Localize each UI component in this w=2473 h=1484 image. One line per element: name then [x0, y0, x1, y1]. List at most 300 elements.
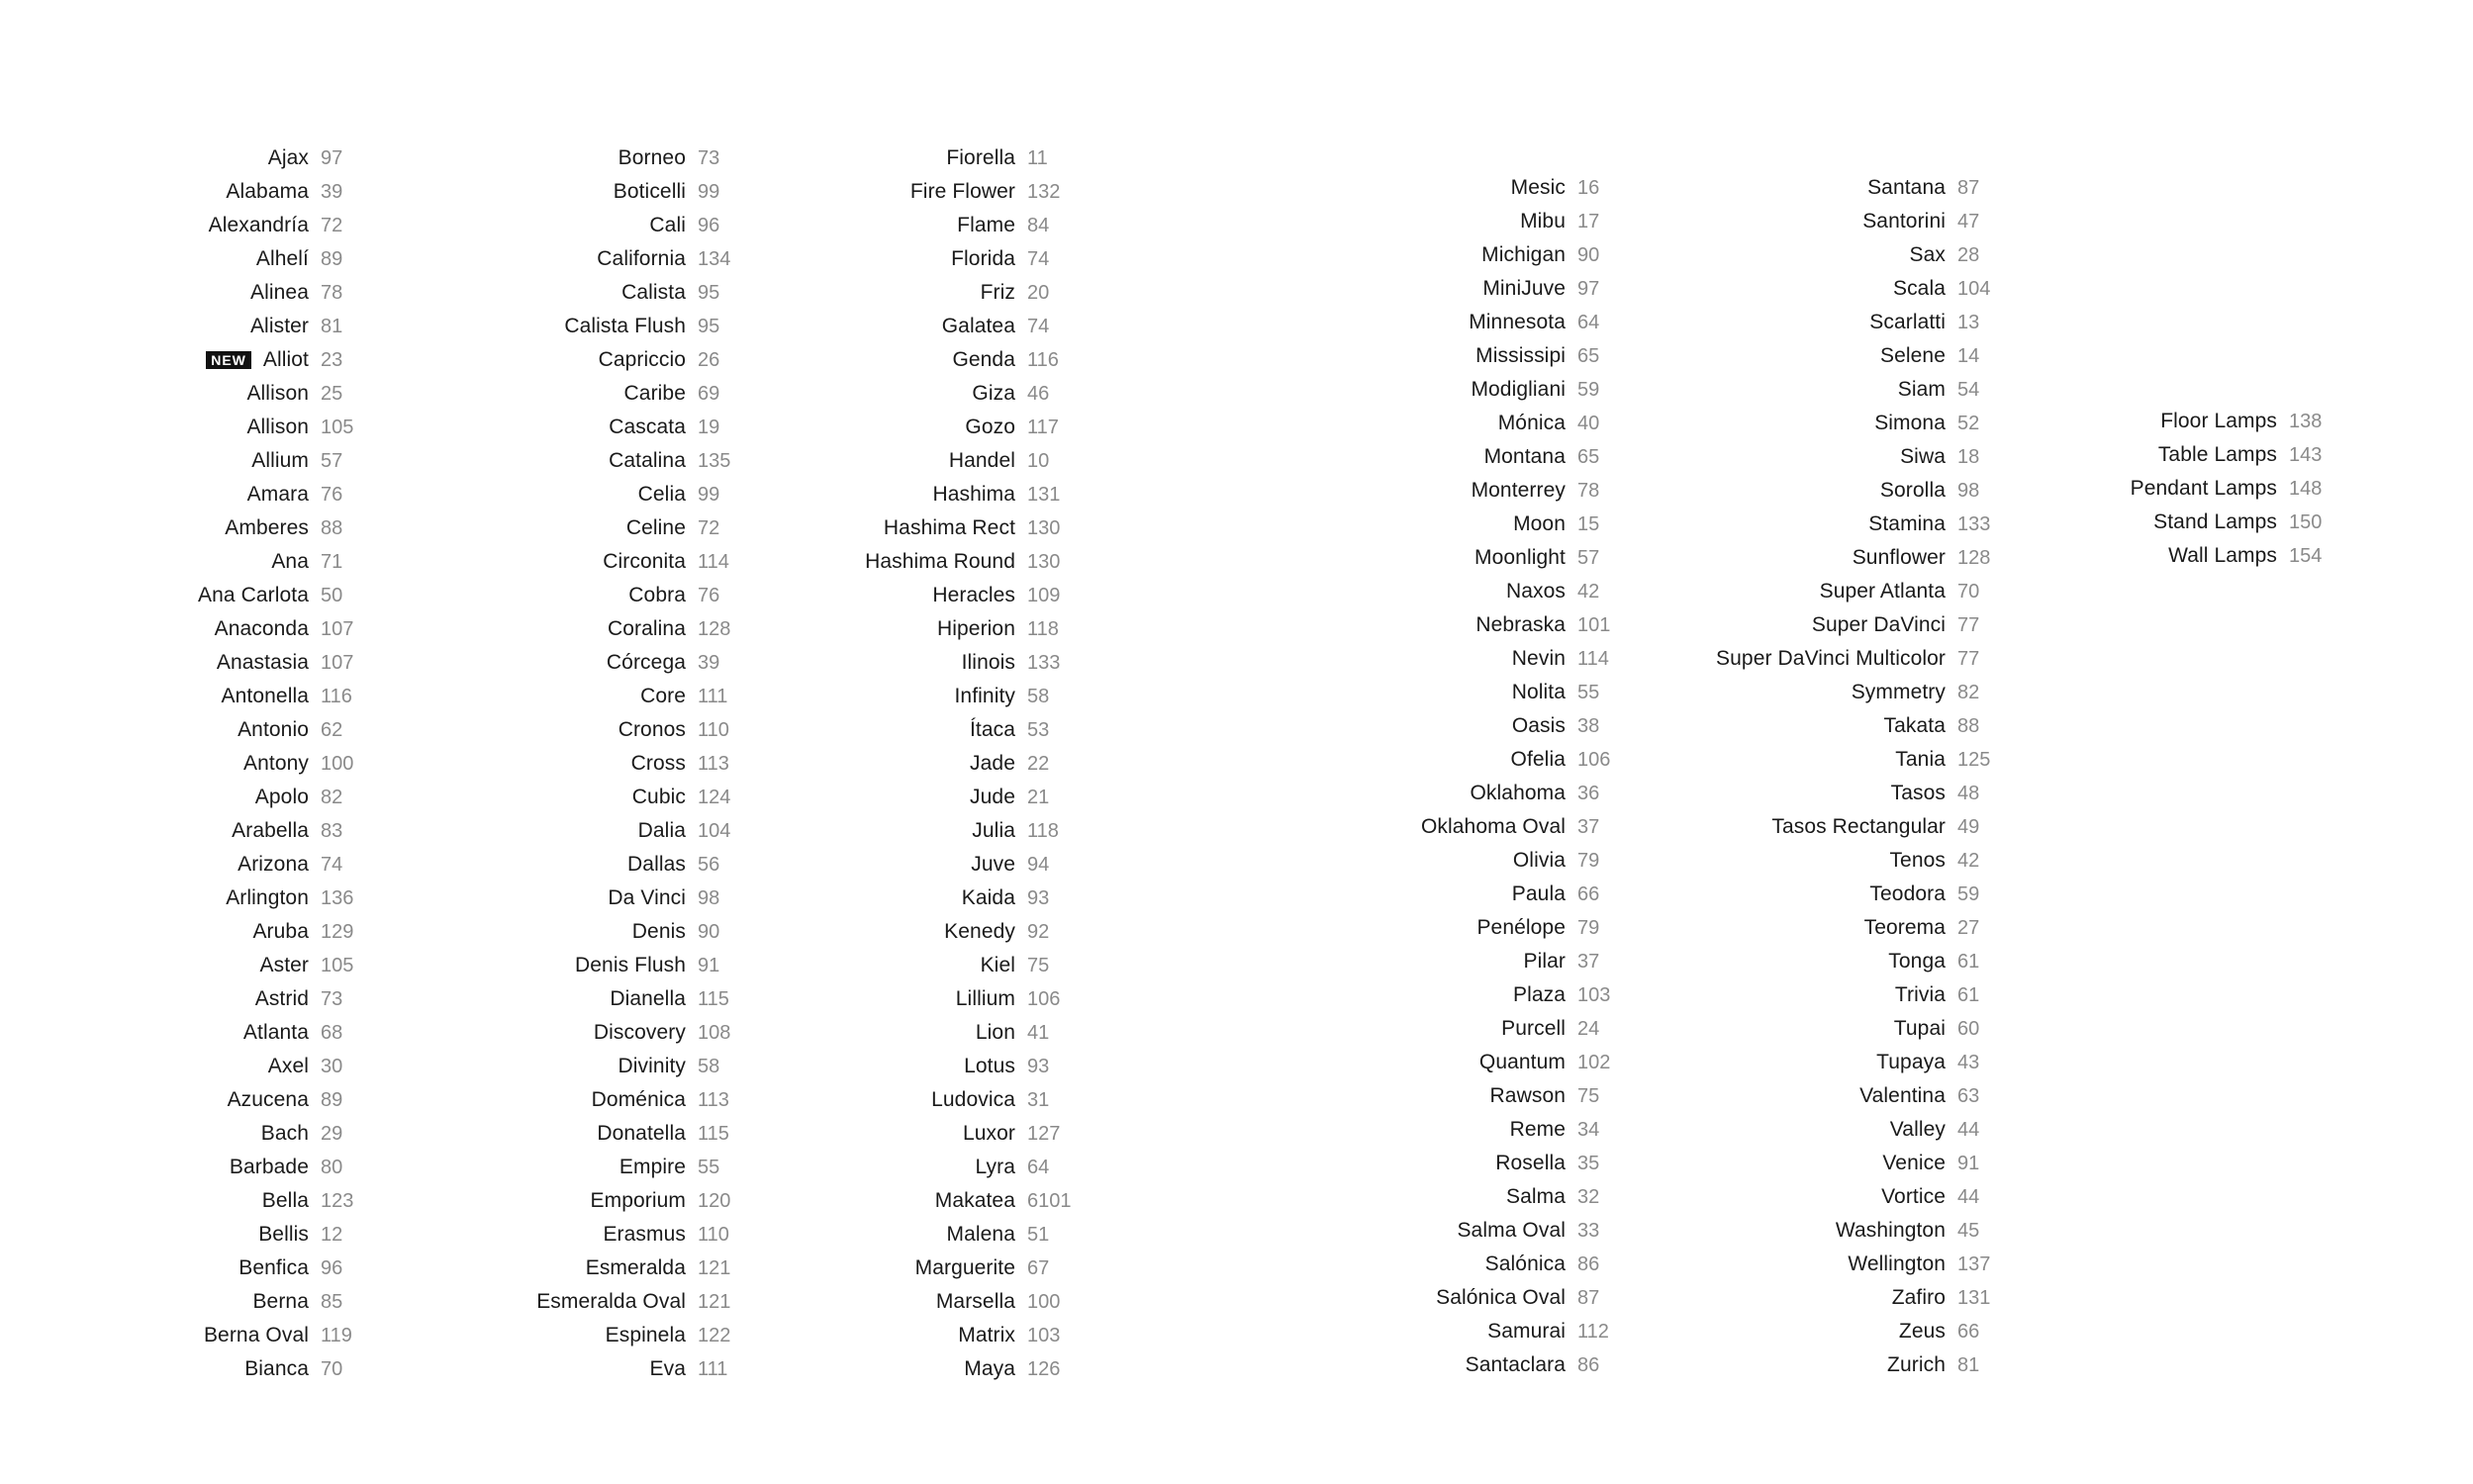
page-number: 118 [1027, 819, 1059, 842]
index-entry [1336, 1281, 1610, 1315]
index-entry [1663, 272, 1990, 306]
page-number: 130 [1027, 550, 1061, 573]
page-number: 90 [1577, 243, 1600, 266]
product-name: Cubic [631, 786, 686, 808]
index-entry [79, 1117, 353, 1151]
product-name: Allium [251, 449, 309, 472]
index-entry [1663, 238, 1990, 272]
page-number: 74 [321, 853, 343, 876]
index-entry [1663, 541, 1990, 575]
page-number: 35 [1577, 1152, 1600, 1174]
page-number: 93 [1027, 1055, 1050, 1077]
index-entry [1336, 1348, 1610, 1382]
product-name: Aster [259, 954, 309, 976]
index-entry [792, 1319, 1072, 1352]
page-number: 44 [1957, 1118, 1980, 1141]
index-entry [79, 478, 353, 511]
product-name: Esmeralda Oval [536, 1290, 686, 1313]
product-name: Aruba [252, 920, 309, 943]
page-number: 82 [321, 786, 343, 808]
product-name: Symmetry [1851, 681, 1946, 703]
product-name [79, 348, 309, 372]
page-number: 57 [321, 449, 343, 472]
index-entry [792, 814, 1072, 848]
index-entry [1336, 709, 1610, 743]
page-number: 87 [1577, 1286, 1600, 1309]
product-name: Quantum [1478, 1051, 1566, 1073]
page-number: 103 [1577, 983, 1611, 1006]
product-name: Alabama [226, 180, 309, 203]
product-name: Córcega [606, 651, 686, 674]
index-entry [792, 713, 1072, 747]
page-number: 121 [698, 1256, 731, 1279]
page-number: 56 [698, 853, 720, 876]
index-entry [416, 1285, 730, 1319]
index-entry [79, 1285, 353, 1319]
page-number: 70 [321, 1357, 343, 1380]
product-name: Pendant Lamps [2130, 477, 2277, 500]
product-name: Gozo [965, 416, 1015, 438]
page-number: 82 [1957, 681, 1980, 703]
index-entry [416, 1184, 730, 1218]
product-name: Anastasia [216, 651, 309, 674]
index-entry [1663, 1248, 1990, 1281]
index-entry [792, 915, 1072, 949]
index-entry [1663, 743, 1990, 777]
index-entry [792, 1083, 1072, 1117]
product-name: Table Lamps [2157, 443, 2277, 466]
index-entry [1663, 1214, 1990, 1248]
index-entry [1663, 878, 1990, 911]
index-entry [1336, 373, 1610, 407]
product-name: Alister [249, 315, 309, 337]
product-name: Naxos [1505, 580, 1566, 603]
page-number: 113 [698, 1088, 729, 1111]
product-name: Sorolla [1879, 479, 1946, 502]
product-name: Wall Lamps [2168, 544, 2277, 567]
index-entry [1336, 911, 1610, 945]
page-number: 14 [1957, 344, 1980, 367]
index-entry [792, 1151, 1072, 1184]
index-entry [79, 814, 353, 848]
page-number: 20 [1027, 281, 1050, 304]
page-number: 100 [1027, 1290, 1061, 1313]
index-entry [416, 511, 730, 545]
product-name: Cross [630, 752, 686, 775]
index-entry [1663, 1046, 1990, 1079]
product-name: Capriccio [598, 348, 686, 371]
index-entry [416, 848, 730, 881]
page-number: 74 [1027, 315, 1050, 337]
product-name: Celia [637, 483, 686, 506]
product-name: Salónica Oval [1436, 1286, 1566, 1309]
index-entry [2078, 472, 2322, 506]
page-number: 129 [321, 920, 354, 943]
index-entry [79, 1083, 353, 1117]
product-name: Dalia [637, 819, 686, 842]
product-name: Selene [1880, 344, 1946, 367]
product-name: Amberes [225, 516, 309, 539]
product-name: Sunflower [1852, 546, 1946, 569]
index-entry [792, 949, 1072, 982]
index-entry [1336, 1012, 1610, 1046]
index-entry [79, 343, 353, 377]
index-entry [792, 209, 1072, 242]
product-name: Hashima Rect [883, 516, 1015, 539]
page-number: 59 [1957, 882, 1980, 905]
page-number: 102 [1577, 1051, 1611, 1073]
index-column-lamp-categories [2078, 405, 2322, 573]
index-entry [792, 343, 1072, 377]
index-entry [79, 141, 353, 175]
index-entry [792, 545, 1072, 579]
product-name: Florida [951, 247, 1015, 270]
index-entry [79, 1352, 353, 1386]
product-name: Jude [970, 786, 1015, 808]
index-entry [792, 310, 1072, 343]
page-number: 65 [1577, 344, 1600, 367]
product-name: Axel [267, 1055, 309, 1077]
index-entry [1336, 1113, 1610, 1147]
product-name: Bianca [244, 1357, 309, 1380]
product-name: Kenedy [944, 920, 1015, 943]
page-number: 148 [2289, 477, 2323, 500]
page-number: 89 [321, 1088, 343, 1111]
index-entry [792, 848, 1072, 881]
page-number: 84 [1027, 214, 1050, 236]
page-number: 41 [1027, 1021, 1050, 1044]
page-number: 48 [1957, 782, 1980, 804]
index-entry [416, 1050, 730, 1083]
index-entry [1336, 743, 1610, 777]
index-entry [416, 881, 730, 915]
product-name: Zurich [1887, 1353, 1946, 1376]
page-number: 33 [1577, 1219, 1600, 1242]
product-name: Oklahoma [1470, 782, 1566, 804]
page-number: 59 [1577, 378, 1600, 401]
page-number: 86 [1577, 1353, 1600, 1376]
product-name: Mississipi [1475, 344, 1566, 367]
product-name: Valentina [1859, 1084, 1946, 1107]
index-entry [416, 1083, 730, 1117]
page-number: 68 [321, 1021, 343, 1044]
product-name: Lillium [955, 987, 1015, 1010]
index-entry [792, 680, 1072, 713]
index-entry [416, 680, 730, 713]
product-name: Paula [1511, 882, 1566, 905]
index-entry [792, 781, 1072, 814]
page-number: 115 [698, 987, 729, 1010]
index-entry [792, 1117, 1072, 1151]
page-number: 66 [1577, 882, 1600, 905]
product-name: Lotus [964, 1055, 1015, 1077]
product-name: MiniJuve [1482, 277, 1566, 300]
page-number: 70 [1957, 580, 1980, 603]
product-name: Circonita [603, 550, 686, 573]
product-name: Oasis [1511, 714, 1566, 737]
product-name: Arizona [238, 853, 309, 876]
product-name: Coralina [607, 617, 686, 640]
product-name: Olivia [1512, 849, 1566, 872]
page-number: 36 [1577, 782, 1600, 804]
page-number: 42 [1957, 849, 1980, 872]
page-number: 130 [1027, 516, 1061, 539]
index-column-b-e [416, 141, 730, 1386]
page-number: 120 [698, 1189, 731, 1212]
product-name: Juve [971, 853, 1015, 876]
product-name: Divinity [618, 1055, 686, 1077]
page-number: 86 [1577, 1252, 1600, 1275]
page-number: 107 [321, 651, 354, 674]
index-entry [1336, 272, 1610, 306]
page-number: 61 [1957, 950, 1980, 973]
product-name: Tupaya [1876, 1051, 1946, 1073]
index-entry [79, 1252, 353, 1285]
product-name: Apolo [254, 786, 309, 808]
product-name: Super DaVinci Multicolor [1716, 647, 1946, 670]
page-number: 88 [321, 516, 343, 539]
product-name: Ofelia [1510, 748, 1566, 771]
page-number: 99 [698, 483, 720, 506]
index-entry [792, 579, 1072, 612]
page-number: 97 [1577, 277, 1600, 300]
page-number: 24 [1577, 1017, 1600, 1040]
product-name: Santana [1867, 176, 1946, 199]
product-name: Cascata [609, 416, 686, 438]
page-number: 113 [698, 752, 729, 775]
index-entry [792, 982, 1072, 1016]
index-entry [1663, 844, 1990, 878]
page-number: 22 [1027, 752, 1050, 775]
page-number: 91 [1957, 1152, 1980, 1174]
index-entry [416, 646, 730, 680]
index-entry [79, 1184, 353, 1218]
product-name: Arlington [226, 886, 309, 909]
product-name: Donatella [597, 1122, 686, 1145]
index-entry [1336, 474, 1610, 508]
page-number: 136 [321, 886, 354, 909]
page-number: 96 [321, 1256, 343, 1279]
index-entry [1336, 878, 1610, 911]
page-number: 49 [1957, 815, 1980, 838]
page-number: 47 [1957, 210, 1980, 232]
product-name: Fiorella [946, 146, 1015, 169]
page-number: 77 [1957, 613, 1980, 636]
product-name: Tasos Rectangular [1771, 815, 1946, 838]
product-name: Ana Carlota [198, 584, 309, 606]
page-number: 52 [1957, 412, 1980, 434]
index-entry [792, 1016, 1072, 1050]
product-name: Tania [1895, 748, 1946, 771]
index-entry [79, 848, 353, 881]
index-entry [1336, 1248, 1610, 1281]
product-name: Denis Flush [575, 954, 686, 976]
product-name: Ajax [267, 146, 309, 169]
index-entry [1336, 1315, 1610, 1348]
index-entry [79, 276, 353, 310]
product-name: Allison [246, 382, 309, 405]
page-number: 26 [698, 348, 720, 371]
index-entry [1663, 608, 1990, 642]
index-entry [416, 209, 730, 242]
product-name: Dallas [627, 853, 686, 876]
product-name: Bach [260, 1122, 309, 1145]
index-entry [79, 242, 353, 276]
product-name: Zafiro [1891, 1286, 1946, 1309]
page-number: 61 [1957, 983, 1980, 1006]
index-entry [1663, 508, 1990, 541]
page-number: 133 [1957, 512, 1991, 535]
index-column-a-b [79, 141, 353, 1386]
page-number: 126 [1027, 1357, 1061, 1380]
page-number: 88 [1957, 714, 1980, 737]
page-number: 76 [321, 483, 343, 506]
index-entry [79, 713, 353, 747]
product-name: Flame [957, 214, 1015, 236]
index-entry [416, 411, 730, 444]
page-number: 17 [1577, 210, 1600, 232]
page-number: 122 [698, 1324, 731, 1346]
index-entry [79, 781, 353, 814]
product-name: Samurai [1487, 1320, 1566, 1343]
page-number: 58 [698, 1055, 720, 1077]
product-name: Discovery [593, 1021, 686, 1044]
page-number: 150 [2289, 510, 2323, 533]
index-entry [1663, 474, 1990, 508]
product-name: Matrix [958, 1324, 1015, 1346]
index-entry [1663, 777, 1990, 810]
product-name: Washington [1835, 1219, 1946, 1242]
index-entry [1663, 709, 1990, 743]
page-number: 93 [1027, 886, 1050, 909]
page-number: 15 [1577, 512, 1600, 535]
index-entry [1663, 1079, 1990, 1113]
index-entry [416, 175, 730, 209]
page-number: 85 [321, 1290, 343, 1313]
product-name: Calista Flush [564, 315, 686, 337]
index-entry [2078, 405, 2322, 438]
index-entry [416, 242, 730, 276]
page-number: 137 [1957, 1252, 1991, 1275]
new-badge: NEW [206, 351, 251, 369]
product-name: Caribe [623, 382, 686, 405]
index-entry [416, 478, 730, 511]
page-number: 75 [1577, 1084, 1600, 1107]
index-column-f-m [792, 141, 1072, 1386]
page-number: 43 [1957, 1051, 1980, 1073]
page-number: 128 [1957, 546, 1991, 569]
index-entry [79, 209, 353, 242]
product-name: Da Vinci [608, 886, 686, 909]
page-number: 81 [1957, 1353, 1980, 1376]
index-entry [1663, 676, 1990, 709]
page-number: 40 [1577, 412, 1600, 434]
index-entry [792, 478, 1072, 511]
index-entry [1663, 911, 1990, 945]
product-name: Calista [621, 281, 686, 304]
product-name: Benfica [238, 1256, 309, 1279]
page-number: 124 [698, 786, 731, 808]
product-name: Erasmus [603, 1223, 686, 1246]
index-entry [416, 781, 730, 814]
page-number: 92 [1027, 920, 1050, 943]
page-number: 73 [698, 146, 720, 169]
page-number: 38 [1577, 714, 1600, 737]
page-number: 30 [321, 1055, 343, 1077]
page-number: 97 [321, 146, 343, 169]
product-name: Santaclara [1465, 1353, 1566, 1376]
page-number: 132 [1027, 180, 1061, 203]
product-name: Makatea [934, 1189, 1015, 1212]
index-entry [79, 1151, 353, 1184]
page-number: 11 [1027, 146, 1048, 169]
index-entry [1663, 373, 1990, 407]
index-entry [79, 747, 353, 781]
index-entry [1336, 306, 1610, 339]
page-number: 123 [321, 1189, 354, 1212]
index-entry [416, 949, 730, 982]
page-number: 106 [1577, 748, 1611, 771]
index-entry [1336, 844, 1610, 878]
product-name: Berna Oval [203, 1324, 309, 1346]
product-name: Mesic [1510, 176, 1566, 199]
product-name: Lyra [975, 1156, 1015, 1178]
page-number: 89 [321, 247, 343, 270]
page-number: 98 [1957, 479, 1980, 502]
page-number: 111 [698, 685, 728, 707]
page-number: 107 [321, 617, 354, 640]
product-name: Stamina [1868, 512, 1946, 535]
product-name: Oklahoma Oval [1420, 815, 1566, 838]
index-entry [792, 1050, 1072, 1083]
page-number: 28 [1957, 243, 1980, 266]
page-number: 127 [1027, 1122, 1061, 1145]
page-number: 79 [1577, 916, 1600, 939]
page-number: 34 [1577, 1118, 1600, 1141]
index-entry [792, 747, 1072, 781]
product-name: Salma Oval [1457, 1219, 1566, 1242]
index-column-s-z [1663, 171, 1990, 1382]
page-number: 77 [1957, 647, 1980, 670]
page-number: 114 [698, 550, 729, 573]
index-entry [1336, 407, 1610, 440]
product-name: Malena [946, 1223, 1015, 1246]
page-number: 119 [321, 1324, 352, 1346]
product-name: Tenos [1889, 849, 1946, 872]
index-entry [1663, 171, 1990, 205]
product-name: Ludovica [931, 1088, 1015, 1111]
page-number: 53 [1027, 718, 1050, 741]
page-number: 154 [2289, 544, 2323, 567]
index-entry [1663, 1348, 1990, 1382]
page-number: 125 [1957, 748, 1991, 771]
product-name: Modigliani [1471, 378, 1566, 401]
product-name: Kaida [961, 886, 1015, 909]
index-entry [79, 579, 353, 612]
product-name: Ítaca [969, 718, 1015, 741]
page-number: 74 [1027, 247, 1050, 270]
index-entry [416, 713, 730, 747]
product-name: Hiperion [936, 617, 1015, 640]
product-name: Valley [1889, 1118, 1946, 1141]
index-entry [79, 444, 353, 478]
index-entry [79, 411, 353, 444]
product-name: Espinela [605, 1324, 686, 1346]
page-number: 46 [1027, 382, 1050, 405]
index-entry [1336, 238, 1610, 272]
product-name: Minnesota [1469, 311, 1566, 333]
product-name: Nevin [1511, 647, 1566, 670]
